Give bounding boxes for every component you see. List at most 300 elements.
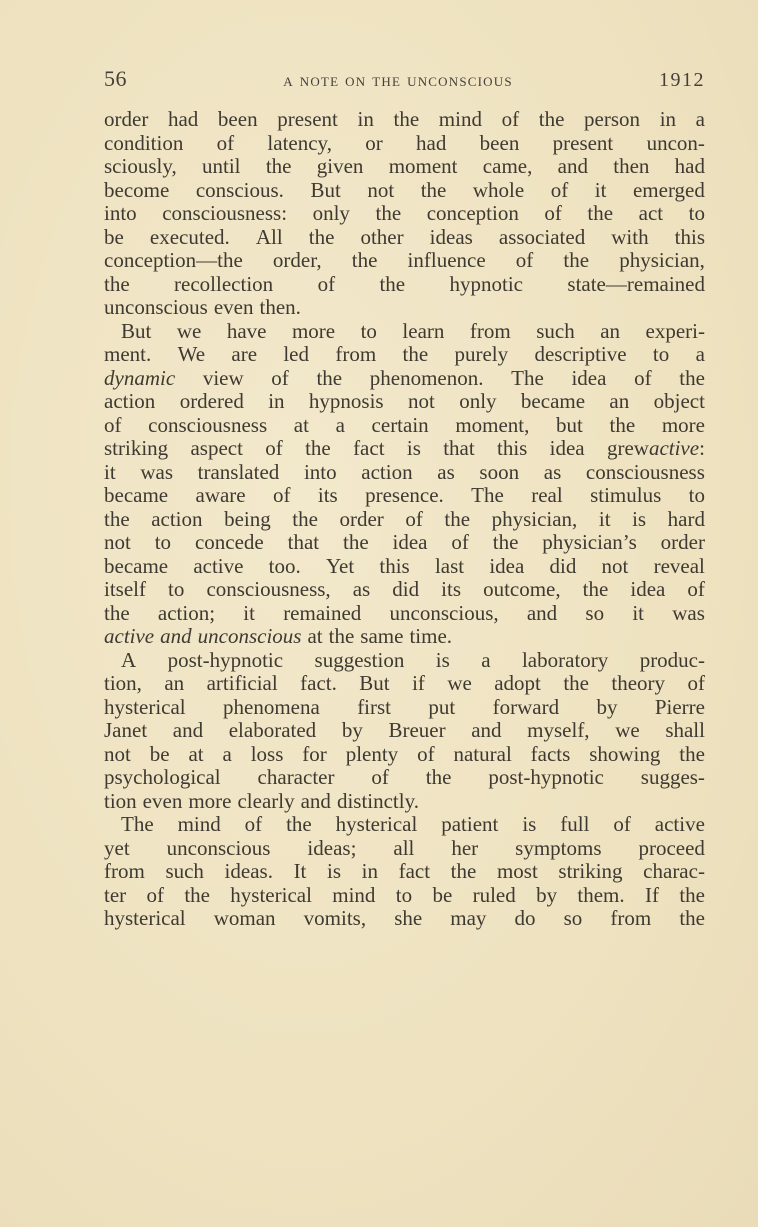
word-text: action bbox=[151, 506, 203, 531]
word bbox=[184, 884, 210, 908]
word bbox=[379, 273, 405, 297]
word bbox=[586, 461, 705, 485]
word bbox=[337, 790, 419, 814]
word bbox=[441, 813, 498, 837]
word bbox=[165, 860, 204, 884]
word-text: most bbox=[496, 859, 538, 883]
word-text: to bbox=[154, 530, 172, 554]
word bbox=[198, 461, 280, 485]
word-text: did bbox=[392, 577, 420, 601]
word bbox=[619, 249, 705, 273]
word-text: phenomenon. bbox=[369, 365, 484, 390]
text-line bbox=[104, 907, 705, 931]
word-text: the bbox=[609, 412, 636, 437]
word bbox=[634, 367, 652, 391]
word bbox=[393, 837, 414, 861]
word bbox=[542, 531, 637, 555]
word-text: and bbox=[172, 718, 204, 742]
word bbox=[451, 531, 469, 555]
word bbox=[104, 226, 124, 250]
word-text: of bbox=[501, 107, 520, 131]
word-text: into bbox=[104, 201, 137, 225]
word-text: her bbox=[451, 835, 479, 860]
text-line bbox=[104, 273, 705, 297]
word-text: more bbox=[661, 412, 705, 437]
word-text: itself bbox=[104, 577, 146, 601]
word bbox=[223, 743, 232, 767]
word-text: is bbox=[522, 812, 537, 836]
word-text: as bbox=[543, 459, 562, 484]
word-text: influence bbox=[407, 248, 486, 272]
word-text: clearly bbox=[237, 788, 295, 813]
word-text: action; bbox=[157, 600, 216, 625]
word bbox=[675, 226, 705, 250]
word-text: hysterical bbox=[104, 694, 186, 719]
word bbox=[696, 108, 705, 132]
word-text: full bbox=[560, 812, 590, 836]
word-text: reveal bbox=[653, 553, 705, 578]
word-text: is bbox=[406, 436, 421, 460]
word bbox=[451, 860, 477, 884]
word-text: so bbox=[585, 600, 605, 625]
word-text: ideas; bbox=[307, 835, 357, 860]
word bbox=[480, 132, 520, 156]
word-text: then. bbox=[259, 295, 301, 319]
word-text: ruled bbox=[472, 882, 516, 907]
word bbox=[360, 226, 403, 250]
word-text: so bbox=[563, 906, 583, 930]
word bbox=[104, 766, 221, 790]
word bbox=[473, 884, 516, 908]
word-text: in bbox=[659, 107, 677, 131]
word bbox=[269, 555, 301, 579]
emphasis: and bbox=[160, 624, 192, 648]
word bbox=[362, 860, 378, 884]
word-text: not bbox=[407, 389, 435, 413]
word-text: but bbox=[556, 412, 583, 437]
word-text: All bbox=[255, 224, 283, 249]
word-text: until bbox=[202, 154, 241, 178]
word bbox=[430, 226, 473, 250]
word bbox=[150, 743, 170, 767]
word bbox=[402, 343, 428, 367]
word-text: from bbox=[335, 342, 377, 366]
word-text: a bbox=[335, 412, 345, 437]
word-text: the bbox=[425, 765, 452, 789]
word bbox=[180, 390, 244, 414]
word bbox=[231, 343, 257, 367]
word bbox=[558, 155, 588, 179]
word-text: The bbox=[121, 812, 154, 836]
word-text: hysterical bbox=[104, 906, 186, 930]
text-line bbox=[104, 367, 705, 391]
word bbox=[292, 320, 335, 344]
word-text: been bbox=[479, 130, 520, 155]
word-text: tion bbox=[104, 788, 137, 813]
text-line bbox=[104, 743, 705, 767]
word bbox=[148, 414, 267, 438]
word bbox=[313, 202, 350, 226]
word-text: of bbox=[104, 412, 122, 437]
word-text: the bbox=[679, 365, 705, 390]
word bbox=[121, 649, 136, 673]
text-line bbox=[104, 437, 705, 461]
word bbox=[696, 343, 705, 367]
word-text: such bbox=[536, 318, 575, 343]
word-text: character bbox=[257, 765, 335, 789]
word bbox=[104, 625, 154, 649]
word bbox=[140, 461, 173, 485]
word bbox=[104, 273, 130, 297]
word bbox=[104, 884, 126, 908]
word bbox=[329, 625, 355, 649]
word-text: became bbox=[104, 483, 169, 507]
word-text: post-hypnotic bbox=[488, 765, 604, 789]
word-text: whole bbox=[472, 177, 525, 202]
word bbox=[271, 367, 289, 391]
word bbox=[335, 343, 376, 367]
word-text: hysterical bbox=[335, 812, 418, 836]
word-text: But bbox=[359, 671, 390, 695]
word bbox=[439, 108, 482, 132]
word bbox=[436, 649, 450, 673]
word-text: artificial bbox=[206, 671, 278, 695]
word bbox=[198, 625, 302, 649]
word bbox=[481, 649, 490, 673]
word-text: idea bbox=[630, 577, 666, 601]
text-line bbox=[104, 813, 705, 837]
word-text: the bbox=[265, 154, 292, 178]
word-text: not bbox=[601, 553, 629, 578]
word bbox=[558, 860, 622, 884]
text-line bbox=[104, 320, 705, 344]
text-line bbox=[104, 790, 705, 814]
word bbox=[104, 249, 243, 273]
word bbox=[104, 437, 168, 461]
word bbox=[550, 437, 585, 461]
word bbox=[583, 578, 609, 602]
word-text: of bbox=[271, 365, 289, 390]
word-text: had bbox=[167, 107, 199, 131]
word bbox=[435, 555, 464, 579]
word-text: we bbox=[176, 318, 202, 343]
word bbox=[256, 226, 283, 250]
word bbox=[497, 437, 527, 461]
word-text: are bbox=[231, 342, 258, 366]
word bbox=[258, 766, 335, 790]
word-text: It bbox=[293, 859, 307, 883]
word bbox=[336, 414, 345, 438]
word bbox=[675, 155, 705, 179]
word bbox=[393, 531, 428, 555]
word bbox=[304, 461, 337, 485]
word-text: have bbox=[226, 318, 267, 343]
word-text: a bbox=[695, 107, 705, 131]
word bbox=[352, 249, 378, 273]
word bbox=[104, 555, 168, 579]
word-text: of bbox=[244, 812, 263, 836]
text-line bbox=[104, 202, 705, 226]
word bbox=[589, 743, 660, 767]
word-text: concede bbox=[194, 530, 264, 554]
word-text: or bbox=[365, 130, 383, 155]
word bbox=[655, 696, 705, 720]
word-text: of bbox=[451, 530, 469, 554]
word bbox=[639, 202, 663, 226]
word bbox=[104, 578, 146, 602]
word-text: not bbox=[367, 177, 395, 202]
word-text: be bbox=[149, 741, 170, 766]
word bbox=[177, 320, 202, 344]
emphasis: unconscious bbox=[197, 624, 302, 648]
word-text: sciously, bbox=[104, 154, 177, 178]
word bbox=[665, 719, 705, 743]
word bbox=[647, 132, 705, 156]
word bbox=[288, 531, 320, 555]
word-text: conception bbox=[426, 201, 519, 225]
word bbox=[307, 837, 356, 861]
word bbox=[450, 273, 524, 297]
word bbox=[266, 155, 292, 179]
word-text: A bbox=[121, 647, 137, 672]
word bbox=[318, 484, 338, 508]
text-line bbox=[104, 672, 705, 696]
text-line bbox=[104, 602, 705, 626]
word-text: into bbox=[303, 459, 337, 484]
word bbox=[560, 813, 589, 837]
word bbox=[307, 625, 322, 649]
word bbox=[121, 813, 154, 837]
word bbox=[361, 461, 412, 485]
text-line bbox=[104, 155, 705, 179]
word bbox=[178, 813, 221, 837]
word bbox=[428, 696, 455, 720]
word-text: is bbox=[632, 506, 647, 531]
word bbox=[550, 555, 577, 579]
word-text: of bbox=[317, 271, 336, 296]
word bbox=[527, 719, 589, 743]
word-text: hysterical bbox=[230, 882, 312, 907]
text-line bbox=[104, 696, 705, 720]
word-text: an bbox=[609, 389, 630, 413]
word bbox=[689, 202, 705, 226]
word-text: too. bbox=[268, 553, 301, 578]
word-text: even bbox=[213, 295, 254, 319]
word-text: is bbox=[435, 647, 450, 672]
word bbox=[655, 813, 705, 837]
word bbox=[214, 907, 276, 931]
word bbox=[104, 860, 145, 884]
word-text: and bbox=[471, 718, 502, 742]
word-text: the bbox=[679, 906, 705, 930]
word-text: only bbox=[312, 201, 350, 225]
word-text: real bbox=[531, 483, 563, 507]
word bbox=[162, 202, 287, 226]
word-text: act bbox=[638, 201, 664, 225]
word bbox=[243, 602, 255, 626]
word-text: hypnotic bbox=[449, 271, 523, 296]
word bbox=[164, 672, 184, 696]
word-text: of bbox=[550, 177, 569, 202]
word-text: of bbox=[515, 248, 534, 272]
word-text: was bbox=[140, 459, 173, 484]
word-text: it bbox=[594, 177, 607, 202]
word-text: an bbox=[600, 318, 621, 343]
word-text: consciousness bbox=[148, 412, 268, 437]
word-text: if bbox=[412, 671, 425, 695]
word-text: same bbox=[360, 624, 404, 648]
word bbox=[336, 813, 418, 837]
word bbox=[585, 602, 604, 626]
text-line bbox=[104, 649, 705, 673]
paragraph bbox=[104, 813, 705, 931]
word-text: Breuer bbox=[388, 718, 446, 742]
word-text: present bbox=[552, 130, 614, 155]
word-text: last bbox=[434, 553, 465, 578]
word bbox=[470, 320, 511, 344]
word-text: tion, bbox=[104, 671, 142, 695]
word-text: the bbox=[679, 741, 705, 766]
word bbox=[388, 719, 445, 743]
emphasis: active bbox=[648, 436, 700, 460]
word-text: of bbox=[371, 765, 389, 789]
word bbox=[662, 414, 705, 438]
word bbox=[361, 320, 377, 344]
word-text: psychological bbox=[104, 765, 221, 789]
word bbox=[104, 155, 177, 179]
word-text: with bbox=[611, 224, 649, 249]
word-text: yet bbox=[104, 835, 130, 860]
word-text: the bbox=[375, 201, 402, 225]
word bbox=[104, 296, 208, 320]
word bbox=[444, 508, 470, 532]
word bbox=[427, 202, 519, 226]
word bbox=[217, 132, 235, 156]
word bbox=[326, 555, 354, 579]
word bbox=[104, 531, 131, 555]
word-text: the bbox=[351, 248, 378, 272]
word bbox=[668, 508, 705, 532]
word-text: state—remained bbox=[567, 271, 705, 296]
word-text: from bbox=[469, 318, 511, 343]
word-text: did bbox=[549, 553, 577, 578]
word-text: Pierre bbox=[654, 694, 705, 719]
word bbox=[207, 672, 278, 696]
word bbox=[202, 155, 241, 179]
word-text: fact bbox=[398, 859, 431, 883]
word bbox=[104, 343, 151, 367]
word bbox=[412, 672, 425, 696]
word bbox=[273, 484, 291, 508]
word-text: the bbox=[104, 271, 130, 296]
word bbox=[516, 249, 534, 273]
paragraph bbox=[104, 649, 705, 814]
word bbox=[553, 132, 614, 156]
word bbox=[534, 343, 626, 367]
text-line bbox=[104, 837, 705, 861]
word-text: to bbox=[652, 342, 670, 366]
word bbox=[310, 179, 340, 203]
word bbox=[661, 531, 705, 555]
word bbox=[302, 743, 327, 767]
word bbox=[104, 108, 148, 132]
word bbox=[318, 273, 336, 297]
word-text: by bbox=[596, 694, 618, 719]
word-text: the bbox=[184, 882, 210, 907]
text-line bbox=[104, 531, 705, 555]
word-text: emerged bbox=[632, 177, 705, 202]
word bbox=[294, 414, 309, 438]
word-text: Janet bbox=[104, 718, 148, 742]
word-text: idea bbox=[549, 436, 585, 460]
word-text: The bbox=[511, 365, 544, 390]
word bbox=[104, 202, 137, 226]
word-text: to bbox=[688, 483, 705, 507]
text-line bbox=[104, 108, 705, 132]
word bbox=[483, 578, 561, 602]
word-text: consciousness bbox=[585, 459, 705, 484]
word bbox=[483, 155, 533, 179]
word-text: and bbox=[557, 154, 588, 178]
word bbox=[563, 672, 589, 696]
word bbox=[375, 202, 401, 226]
word-text: all bbox=[393, 835, 415, 860]
word bbox=[104, 602, 130, 626]
word-text: the bbox=[379, 271, 406, 296]
word-text: the bbox=[328, 624, 355, 648]
word bbox=[453, 743, 511, 767]
word-text: only bbox=[459, 389, 497, 413]
word-text: led bbox=[283, 342, 309, 366]
word bbox=[394, 108, 420, 132]
word bbox=[615, 719, 640, 743]
word bbox=[502, 108, 520, 132]
word-text: active bbox=[654, 812, 705, 836]
text-line bbox=[104, 508, 705, 532]
word-text: produc- bbox=[639, 647, 705, 672]
word bbox=[315, 649, 405, 673]
word-text: theory bbox=[611, 671, 666, 695]
word bbox=[632, 602, 644, 626]
word-text: given bbox=[316, 154, 364, 178]
text-line bbox=[104, 578, 705, 602]
word-text: to bbox=[688, 201, 705, 225]
word bbox=[196, 484, 246, 508]
word bbox=[599, 508, 611, 532]
text-line bbox=[104, 461, 705, 485]
word bbox=[146, 884, 164, 908]
word-text: the bbox=[292, 506, 318, 531]
word bbox=[527, 602, 557, 626]
word-text: laboratory bbox=[521, 647, 609, 672]
word-text: purely bbox=[454, 342, 509, 366]
word bbox=[679, 884, 705, 908]
word-text: remained bbox=[283, 600, 362, 625]
word-text: it bbox=[632, 600, 645, 625]
word bbox=[689, 484, 705, 508]
word bbox=[390, 602, 499, 626]
word bbox=[679, 907, 705, 931]
word-text: consciousness: bbox=[162, 201, 288, 225]
word bbox=[417, 743, 435, 767]
book-page bbox=[104, 66, 705, 931]
word bbox=[611, 672, 665, 696]
word-text: this bbox=[674, 224, 705, 249]
word bbox=[178, 343, 205, 367]
word bbox=[188, 743, 203, 767]
word-text: was bbox=[672, 600, 705, 625]
word bbox=[515, 837, 601, 861]
